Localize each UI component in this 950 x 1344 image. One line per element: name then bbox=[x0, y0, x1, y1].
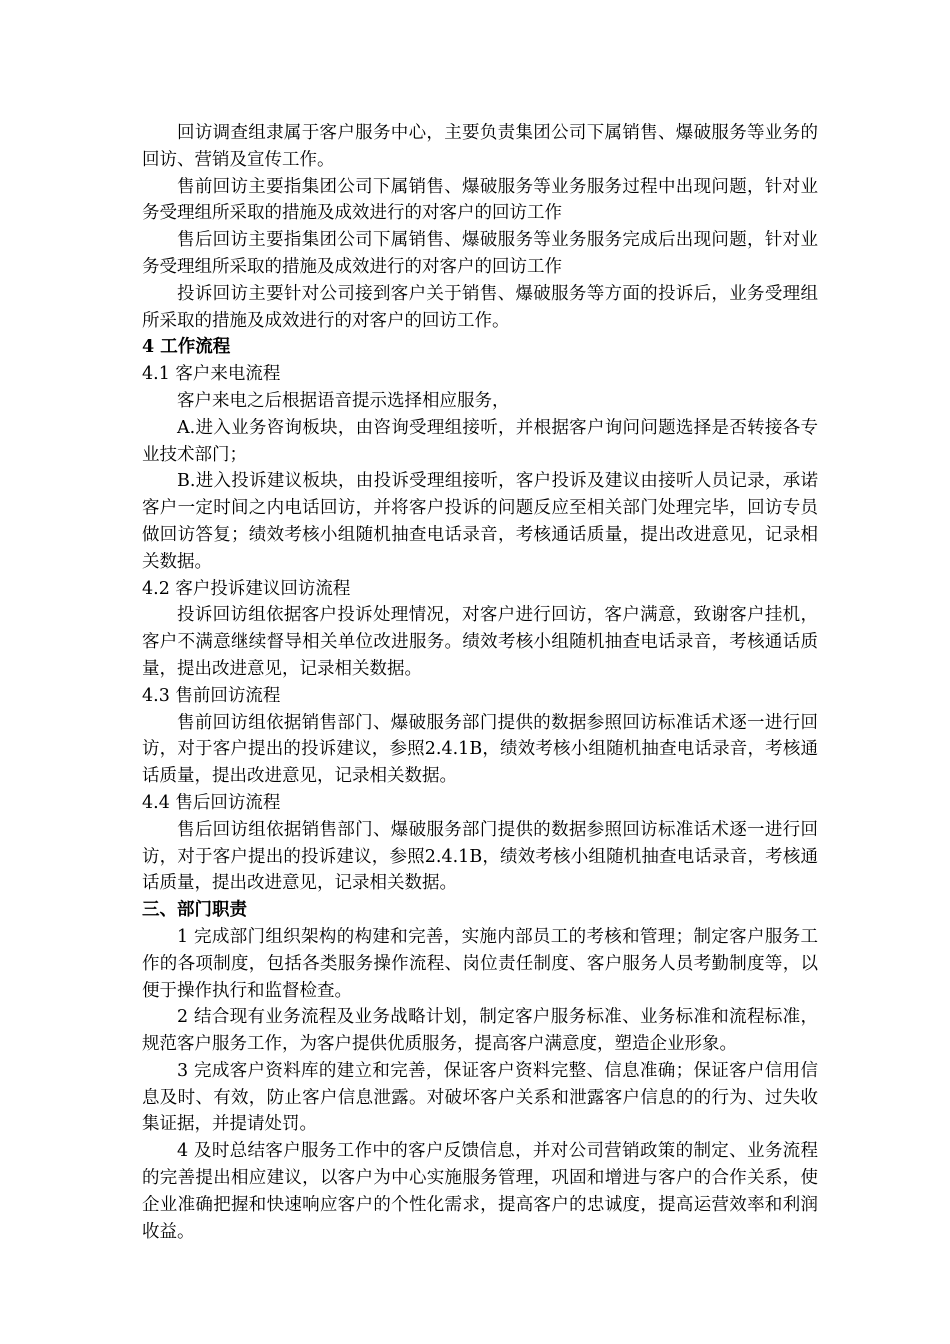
paragraph-duty-1: 1 完成部门组织架构的构建和完善，实施内部员工的考核和管理；制定客户服务工作的各项制度，包括各类服务操作流程、岗位责任制度、客户服务人员考勤制度等，以便于操作执行和监督检查。 bbox=[142, 926, 818, 1001]
paragraph-complaint-flow: 投诉回访组依据客户投诉处理情况，对客户进行回访，客户满意，致谢客户挂机，客户不满意继续督导相关单位改进服务。绩效考核小组随机抽查电话录音，考核通话质量，提出改进意见，记录相关数据。 bbox=[142, 605, 818, 679]
heading-workflow: 4 工作流程 bbox=[142, 337, 231, 358]
paragraph-complaint-visit: 投诉回访主要针对公司接到客户关于销售、爆破服务等方面的投诉后，业务受理组所采取的措施及成效进行的对客户的回访工作。 bbox=[142, 283, 818, 331]
paragraph-duty-4: 4 及时总结客户服务工作中的客户反馈信息，并对公司营销政策的制定、业务流程的完善提出相应建议，以客户为中心实施服务管理，巩固和增进与客户的合作关系，使企业准确把握和快速响应客户的个性化需求，提高客户的忠诚度，提高运营效率和利润收益。 bbox=[142, 1141, 818, 1242]
paragraph-presale-flow: 售前回访组依据销售部门、爆破服务部门提供的数据参照回访标准话术逐一进行回访，对于客户提出的投诉建议，参照2.4.1B，绩效考核小组随机抽查电话录音，考核通话质量，提出改进意见，记录相关数据。 bbox=[142, 712, 818, 787]
subheading-presale-flow: 4.3 售前回访流程 bbox=[142, 685, 281, 706]
subheading-call-flow: 4.1 客户来电流程 bbox=[142, 364, 281, 385]
paragraph-call-intro: 客户来电之后根据语音提示选择相应服务， bbox=[177, 390, 510, 411]
paragraph-call-option-b: B.进入投诉建议板块，由投诉受理组接听，客户投诉及建议由接听人员记录，承诺客户一定时间之内电话回访，并将客户投诉的问题反应至相关部门处理完毕，回访专员做回访答复；绩效考核小组随机抽查电话录音，考核通话质量，提出改进意见，记录相关数据。 bbox=[142, 471, 818, 572]
paragraph-duty-2: 2 结合现有业务流程及业务战略计划，制定客户服务标准、业务标准和流程标准，规范客户服务工作，为客户提供优质服务，提高客户满意度，塑造企业形象。 bbox=[142, 1007, 818, 1055]
paragraph-call-option-a: A.进入业务咨询板块，由咨询受理组接听，并根据客户询问问题选择是否转接各专业技术部门； bbox=[142, 417, 818, 465]
heading-department-duties: 三、部门职责 bbox=[142, 900, 247, 921]
paragraph-presale-visit: 售前回访主要指集团公司下属销售、爆破服务等业务服务过程中出现问题，针对业务受理组所采取的措施及成效进行的对客户的回访工作 bbox=[142, 176, 818, 224]
document-body bbox=[142, 120, 818, 1245]
paragraph-aftersale-visit: 售后回访主要指集团公司下属销售、爆破服务等业务服务完成后出现问题，针对业务受理组所采取的措施及成效进行的对客户的回访工作 bbox=[142, 230, 818, 277]
subheading-complaint-flow: 4.2 客户投诉建议回访流程 bbox=[142, 578, 351, 599]
paragraph-duty-3: 3 完成客户资料库的建立和完善，保证客户资料完整、信息准确；保证客户信用信息及时、有效，防止客户信息泄露。对破坏客户关系和泄露客户信息的的行为、过失收集证据，并提请处罚。 bbox=[142, 1060, 818, 1135]
paragraph-team-overview: 回访调查组隶属于客户服务中心，主要负责集团公司下属销售、爆破服务等业务的回访、营销及宣传工作。 bbox=[142, 123, 818, 170]
subheading-aftersale-flow: 4.4 售后回访流程 bbox=[142, 792, 281, 813]
paragraph-aftersale-flow: 售后回访组依据销售部门、爆破服务部门提供的数据参照回访标准话术逐一进行回访，对于客户提出的投诉建议，参照2.4.1B，绩效考核小组随机抽查电话录音，考核通话质量，提出改进意见，记录相关数据。 bbox=[142, 819, 818, 894]
